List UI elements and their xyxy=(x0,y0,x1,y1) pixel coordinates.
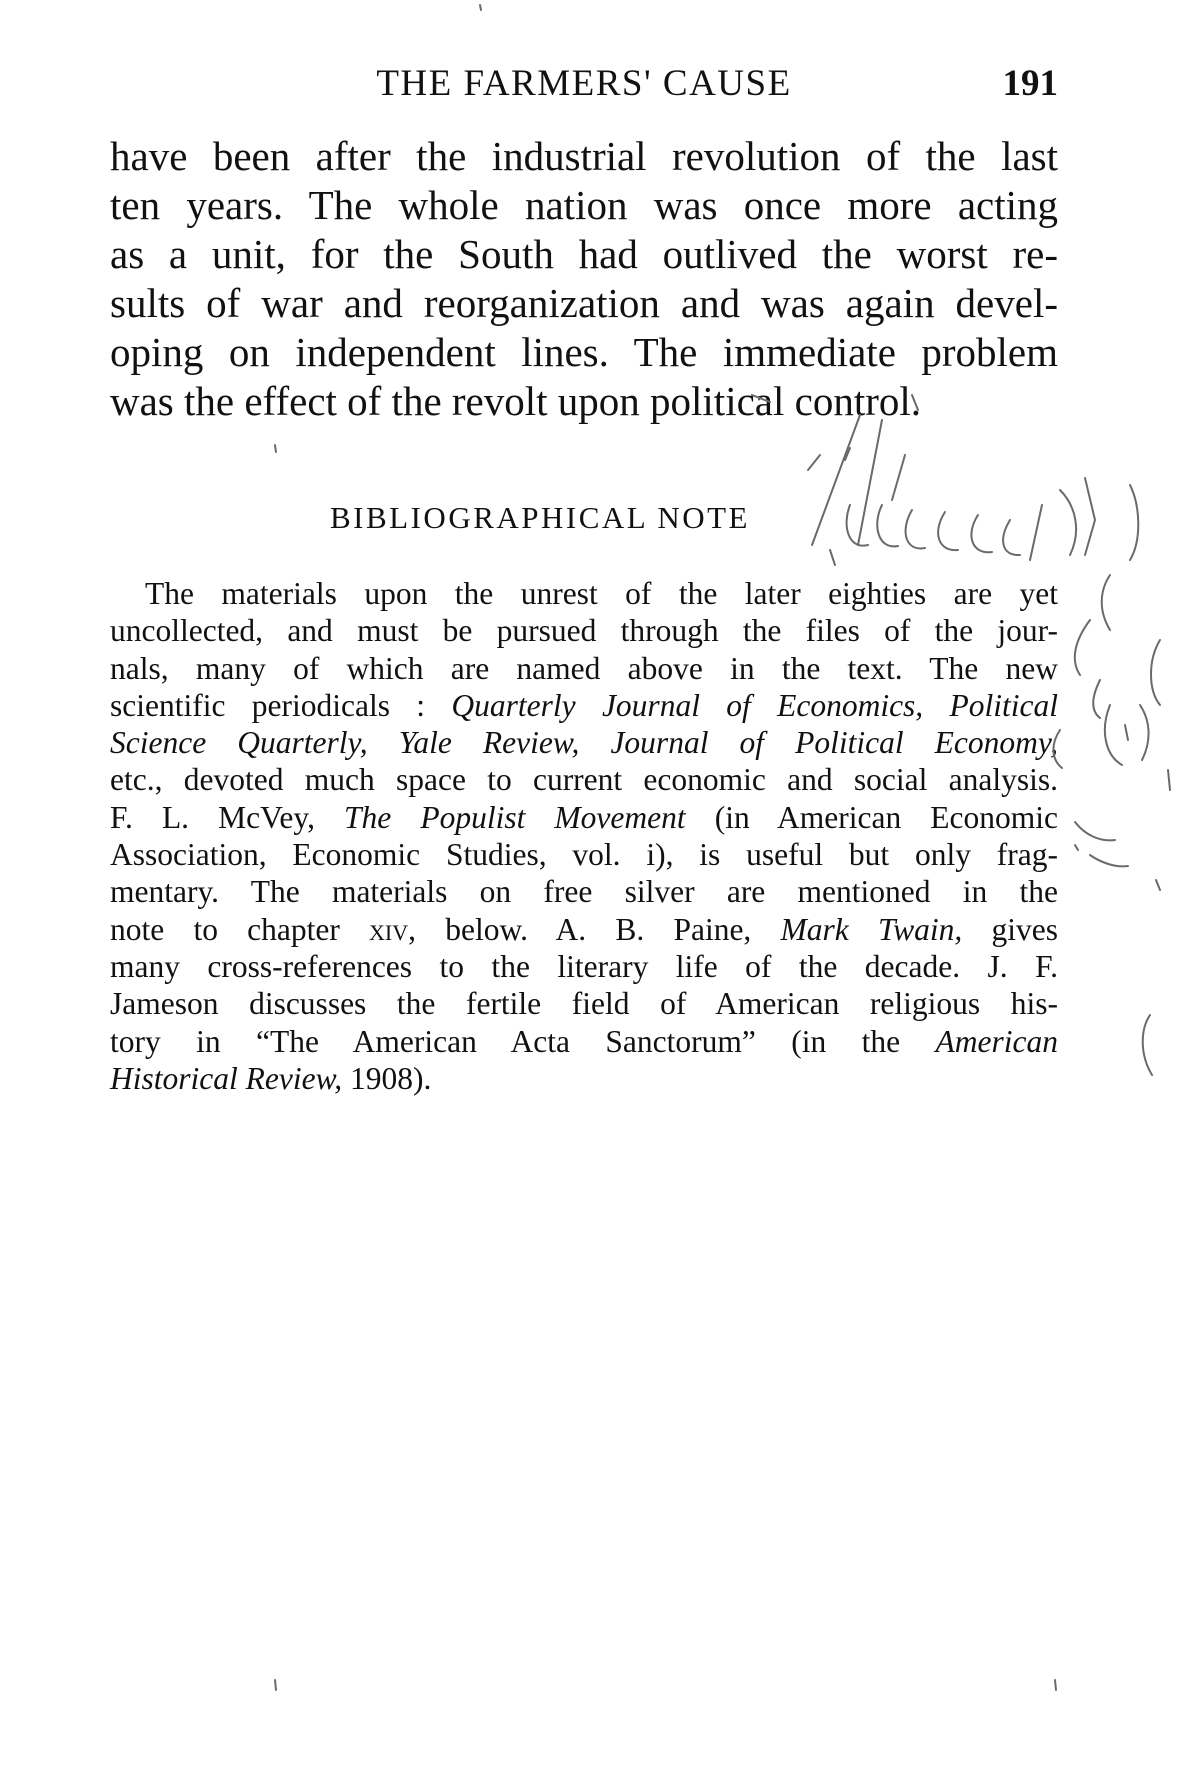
page-number: 191 xyxy=(1002,63,1058,104)
section-heading: BIBLIOGRAPHICAL NOTE xyxy=(330,500,750,535)
chapter-numeral: xiv xyxy=(369,911,409,947)
note-line: Jameson discusses the fertile field of American religious his- xyxy=(110,986,1058,1022)
note-text: tory in “The American Acta Sanctorum” (in the xyxy=(110,1023,936,1059)
note-text: note to chapter xyxy=(110,911,370,947)
note-text: , below. A. B. Paine, xyxy=(408,911,781,947)
note-line: Association, Economic Studies, vol. i), is useful but only frag- xyxy=(110,837,1058,873)
periodical-title: Quarterly Journal of Economics, Political xyxy=(451,687,1058,723)
note-text: (in American Economic xyxy=(685,799,1058,835)
note-line: uncollected, and must be pursued through the files of the jour- xyxy=(110,613,1058,649)
note-line: many cross-references to the literary life of the decade. J. F. xyxy=(110,948,1058,984)
paragraph-line: was the effect of the revolt upon political control. xyxy=(110,378,922,424)
note-line xyxy=(110,687,1058,724)
note-line xyxy=(110,799,1058,836)
note-line: The materials upon the unrest of the later eighties are yet xyxy=(145,576,1058,611)
book-title: The Populist Movement xyxy=(344,799,686,835)
note-text: scientific periodicals : xyxy=(110,687,452,723)
note-line: nals, many of which are named above in the text. The new xyxy=(110,650,1058,686)
book-title: Mark Twain, xyxy=(780,911,963,947)
note-line xyxy=(110,724,1058,761)
note-line xyxy=(110,1023,1058,1060)
periodical-title: Science Quarterly, Yale Review, Journal of Political Economy, xyxy=(110,725,1058,761)
bibliographical-note xyxy=(110,575,1058,1097)
running-title: THE FARMERS' CAUSE xyxy=(376,63,792,104)
note-line: etc., devoted much space to current economic and social analysis. xyxy=(110,762,1058,798)
note-text: 1908). xyxy=(342,1060,432,1096)
journal-title: American xyxy=(935,1023,1058,1059)
note-line: mentary. The materials on free silver are mentioned in the xyxy=(110,874,1058,910)
paragraph-line: sults of war and reorganization and was again devel- xyxy=(110,280,1058,326)
note-line xyxy=(110,1060,1058,1097)
paragraph-line: as a unit, for the South had outlived the worst re- xyxy=(110,231,1058,277)
page-header xyxy=(110,62,1058,112)
note-text: F. L. McVey, xyxy=(110,799,345,835)
body-paragraph xyxy=(110,132,1058,426)
paragraph-line: ten years. The whole nation was once more acting xyxy=(110,182,1058,228)
paragraph-line: oping on independent lines. The immediate problem xyxy=(110,329,1058,375)
note-line xyxy=(110,911,1058,948)
journal-title: Historical Review, xyxy=(110,1060,343,1096)
paragraph-line: have been after the industrial revolution of the last xyxy=(110,133,1058,179)
note-text: gives xyxy=(962,911,1058,947)
